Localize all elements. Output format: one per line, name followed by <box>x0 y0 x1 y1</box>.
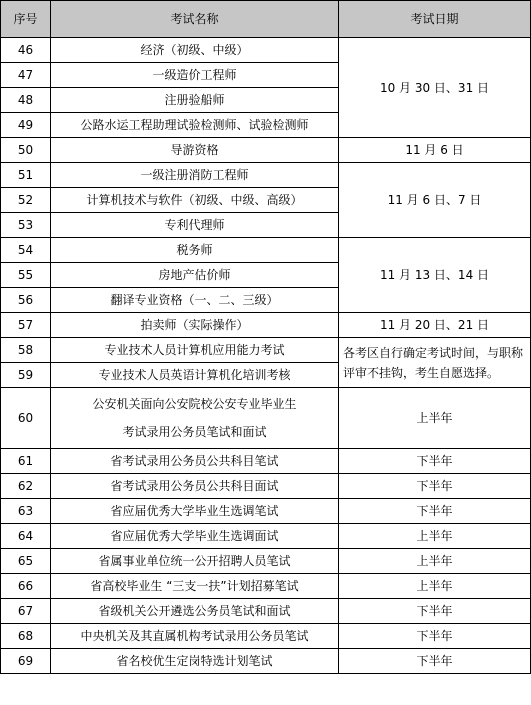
row-number: 48 <box>1 88 51 113</box>
exam-name: 省考试录用公务员公共科目面试 <box>51 474 339 499</box>
row-number: 47 <box>1 63 51 88</box>
exam-date: 下半年 <box>339 599 531 624</box>
table-row <box>1 138 531 163</box>
row-number: 69 <box>1 649 51 674</box>
row-number: 54 <box>1 238 51 263</box>
header-number: 序号 <box>1 1 51 38</box>
row-number: 59 <box>1 363 51 388</box>
table-row <box>1 388 531 449</box>
exam-date: 11 月 13 日、14 日 <box>339 238 531 313</box>
exam-name: 省考试录用公务员公共科目笔试 <box>51 449 339 474</box>
exam-name: 省应届优秀大学毕业生选调面试 <box>51 524 339 549</box>
table-row <box>1 599 531 624</box>
row-number: 55 <box>1 263 51 288</box>
table-row <box>1 38 531 63</box>
row-number: 66 <box>1 574 51 599</box>
exam-name: 专利代理师 <box>51 213 339 238</box>
exam-name-line-1: 公安机关面向公安院校公安专业毕业生 <box>92 397 297 411</box>
exam-name-line-2: 考试录用公务员笔试和面试 <box>122 425 267 439</box>
exam-date: 上半年 <box>339 388 531 449</box>
exam-name: 省高校毕业生 “三支一扶”计划招募笔试 <box>51 574 339 599</box>
row-number: 65 <box>1 549 51 574</box>
exam-name: 省属事业单位统一公开招聘人员笔试 <box>51 549 339 574</box>
exam-name: 省应届优秀大学毕业生选调笔试 <box>51 499 339 524</box>
exam-name: 专业技术人员计算机应用能力考试 <box>51 338 339 363</box>
exam-date: 10 月 30 日、31 日 <box>339 38 531 138</box>
header-row <box>1 1 531 38</box>
exam-name: 一级注册消防工程师 <box>51 163 339 188</box>
table-row <box>1 238 531 263</box>
exam-name <box>51 388 339 449</box>
exam-date-note: 各考区自行确定考试时间，与职称评审不挂钩，考生自愿选择。 <box>339 338 531 388</box>
row-number: 52 <box>1 188 51 213</box>
exam-name: 专业技术人员英语计算机化培训考核 <box>51 363 339 388</box>
exam-name: 导游资格 <box>51 138 339 163</box>
table-row <box>1 163 531 188</box>
exam-name: 经济（初级、中级） <box>51 38 339 63</box>
exam-date: 11 月 6 日、7 日 <box>339 163 531 238</box>
exam-date: 上半年 <box>339 549 531 574</box>
exam-date: 11 月 20 日、21 日 <box>339 313 531 338</box>
row-number: 51 <box>1 163 51 188</box>
row-number: 68 <box>1 624 51 649</box>
exam-name: 中央机关及其直属机构考试录用公务员笔试 <box>51 624 339 649</box>
table-row <box>1 474 531 499</box>
row-number: 49 <box>1 113 51 138</box>
row-number: 56 <box>1 288 51 313</box>
exam-name: 计算机技术与软件（初级、中级、高级） <box>51 188 339 213</box>
row-number: 67 <box>1 599 51 624</box>
exam-date: 上半年 <box>339 524 531 549</box>
exam-name: 拍卖师（实际操作） <box>51 313 339 338</box>
exam-name: 房地产估价师 <box>51 263 339 288</box>
row-number: 58 <box>1 338 51 363</box>
exam-date: 下半年 <box>339 624 531 649</box>
row-number: 60 <box>1 388 51 449</box>
table-row <box>1 624 531 649</box>
table-row <box>1 449 531 474</box>
row-number: 62 <box>1 474 51 499</box>
exam-date: 下半年 <box>339 649 531 674</box>
exam-date: 下半年 <box>339 499 531 524</box>
table-row <box>1 313 531 338</box>
table-row <box>1 338 531 363</box>
exam-name: 公路水运工程助理试验检测师、试验检测师 <box>51 113 339 138</box>
table-row <box>1 524 531 549</box>
table-row <box>1 649 531 674</box>
exam-name: 翻译专业资格（一、二、三级） <box>51 288 339 313</box>
table-row <box>1 499 531 524</box>
exam-name: 税务师 <box>51 238 339 263</box>
table-row <box>1 574 531 599</box>
exam-date: 下半年 <box>339 449 531 474</box>
row-number: 61 <box>1 449 51 474</box>
exam-name: 省名校优生定岗特选计划笔试 <box>51 649 339 674</box>
row-number: 57 <box>1 313 51 338</box>
header-exam-name: 考试名称 <box>51 1 339 38</box>
row-number: 64 <box>1 524 51 549</box>
header-exam-date: 考试日期 <box>339 1 531 38</box>
exam-date: 上半年 <box>339 574 531 599</box>
row-number: 50 <box>1 138 51 163</box>
exam-name: 注册验船师 <box>51 88 339 113</box>
exam-date: 11 月 6 日 <box>339 138 531 163</box>
row-number: 53 <box>1 213 51 238</box>
exam-date: 下半年 <box>339 474 531 499</box>
exam-name: 一级造价工程师 <box>51 63 339 88</box>
table-row <box>1 549 531 574</box>
row-number: 46 <box>1 38 51 63</box>
exam-name: 省级机关公开遴选公务员笔试和面试 <box>51 599 339 624</box>
row-number: 63 <box>1 499 51 524</box>
